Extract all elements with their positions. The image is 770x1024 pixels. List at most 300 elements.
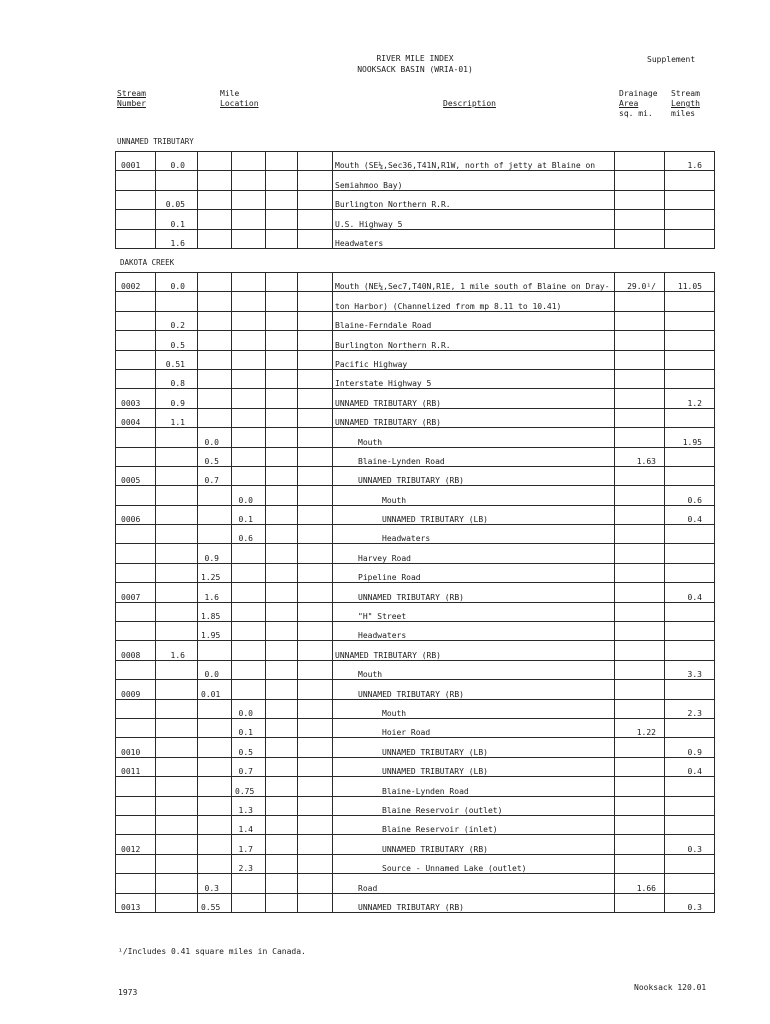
mile-level-4-cell	[266, 486, 298, 505]
mile-level-4-cell	[266, 331, 298, 350]
mile-level-1-cell	[156, 171, 198, 190]
mile-level-3-cell	[232, 331, 266, 350]
mile-level-1-cell: 0.51	[156, 350, 198, 369]
mile-level-2-cell	[198, 152, 232, 171]
blank-cell	[298, 583, 333, 602]
stream-length-cell	[665, 680, 715, 699]
mile-level-1-cell: 0.0	[156, 273, 198, 292]
stream-length-cell	[665, 466, 715, 485]
mile-level-2-cell	[198, 486, 232, 505]
description-cell: UNNAMED TRIBUTARY (RB)	[333, 680, 615, 699]
description-cell: Blaine Reservoir (inlet)	[333, 815, 615, 834]
mile-level-2-cell: 0.5	[198, 447, 232, 466]
mile-level-3-cell: 0.75	[232, 777, 266, 796]
table-row	[116, 563, 715, 582]
mile-level-4-cell	[266, 273, 298, 292]
mile-level-1-cell	[156, 447, 198, 466]
blank-cell	[298, 718, 333, 737]
description-cell: UNNAMED TRIBUTARY (RB)	[333, 835, 615, 854]
mile-level-2-cell	[198, 525, 232, 544]
table-row	[116, 583, 715, 602]
stream-length-cell	[665, 350, 715, 369]
stream-number-cell	[116, 210, 156, 229]
mile-level-1-cell	[156, 796, 198, 815]
stream-length-cell	[665, 369, 715, 388]
col-header-stream-length	[671, 89, 700, 119]
mile-level-3-cell: 1.4	[232, 815, 266, 834]
drainage-area-cell	[615, 292, 665, 311]
col-len-line2: Length	[671, 99, 700, 108]
mile-level-4-cell	[266, 408, 298, 427]
mile-level-3-cell	[232, 389, 266, 408]
mile-level-2-cell: 1.25	[198, 563, 232, 582]
stream-length-cell: 0.4	[665, 757, 715, 776]
table-row	[116, 369, 715, 388]
table-row	[116, 602, 715, 621]
stream-number-cell: 0009	[116, 680, 156, 699]
stream-length-cell	[665, 641, 715, 660]
table-row	[116, 292, 715, 311]
table-row	[116, 699, 715, 718]
mile-level-2-cell	[198, 777, 232, 796]
stream-length-cell: 11.05	[665, 273, 715, 292]
table-row	[116, 331, 715, 350]
table-row	[116, 854, 715, 873]
mile-level-4-cell	[266, 718, 298, 737]
drainage-area-cell	[615, 854, 665, 873]
description-cell: Pacific Highway	[333, 350, 615, 369]
drainage-area-cell	[615, 210, 665, 229]
mile-level-2-cell	[198, 835, 232, 854]
mile-level-3-cell	[232, 544, 266, 563]
col-da-line1: Drainage	[619, 89, 658, 98]
blank-cell	[298, 777, 333, 796]
mile-level-4-cell	[266, 505, 298, 524]
stream-length-cell: 1.6	[665, 152, 715, 171]
col-header-mile-location	[220, 89, 259, 109]
description-cell: ton Harbor) (Channelized from mp 8.11 to 10.41)	[333, 292, 615, 311]
description-cell: Headwaters	[333, 622, 615, 641]
blank-cell	[298, 602, 333, 621]
stream-number-cell	[116, 369, 156, 388]
drainage-area-cell	[615, 660, 665, 679]
mile-level-1-cell	[156, 563, 198, 582]
table-row	[116, 777, 715, 796]
mile-level-2-cell	[198, 350, 232, 369]
stream-length-cell	[665, 292, 715, 311]
blank-cell	[298, 350, 333, 369]
table-row	[116, 229, 715, 248]
mile-level-4-cell	[266, 757, 298, 776]
table-row	[116, 738, 715, 757]
mile-level-1-cell	[156, 835, 198, 854]
mile-level-1-cell	[156, 660, 198, 679]
mile-level-4-cell	[266, 660, 298, 679]
mile-level-1-cell: 0.1	[156, 210, 198, 229]
drainage-area-cell	[615, 757, 665, 776]
drainage-area-cell	[615, 311, 665, 330]
stream-number-cell: 0004	[116, 408, 156, 427]
mile-level-3-cell	[232, 210, 266, 229]
blank-cell	[298, 893, 333, 912]
mile-level-4-cell	[266, 466, 298, 485]
blank-cell	[298, 190, 333, 209]
mile-level-2-cell: 0.7	[198, 466, 232, 485]
table-row	[116, 171, 715, 190]
drainage-area-cell: 1.66	[615, 874, 665, 893]
table-row	[116, 389, 715, 408]
table-row	[116, 718, 715, 737]
mile-level-2-cell: 0.9	[198, 544, 232, 563]
blank-cell	[298, 408, 333, 427]
mile-level-4-cell	[266, 893, 298, 912]
river-mile-table-section-2	[115, 272, 715, 913]
stream-number-cell: 0003	[116, 389, 156, 408]
description-cell: Source - Unnamed Lake (outlet)	[333, 854, 615, 873]
description-cell: Road	[333, 874, 615, 893]
description-cell: UNNAMED TRIBUTARY (RB)	[333, 893, 615, 912]
stream-number-cell	[116, 718, 156, 737]
page-title	[335, 53, 495, 75]
mile-level-4-cell	[266, 583, 298, 602]
stream-number-cell	[116, 447, 156, 466]
mile-level-2-cell	[198, 190, 232, 209]
stream-number-cell: 0010	[116, 738, 156, 757]
blank-cell	[298, 389, 333, 408]
drainage-area-cell	[615, 486, 665, 505]
mile-level-1-cell	[156, 292, 198, 311]
description-cell: Semiahmoo Bay)	[333, 171, 615, 190]
blank-cell	[298, 563, 333, 582]
mile-level-3-cell	[232, 680, 266, 699]
mile-level-4-cell	[266, 563, 298, 582]
table-row	[116, 505, 715, 524]
description-cell: Mouth	[333, 486, 615, 505]
blank-cell	[298, 854, 333, 873]
mile-level-3-cell	[232, 171, 266, 190]
col-mile-line1: Mile	[220, 89, 240, 98]
description-cell: Blaine-Lynden Road	[333, 447, 615, 466]
table-row	[116, 835, 715, 854]
mile-level-3-cell: 0.6	[232, 525, 266, 544]
table-row	[116, 311, 715, 330]
table-row	[116, 796, 715, 815]
description-cell: Harvey Road	[333, 544, 615, 563]
stream-length-cell	[665, 854, 715, 873]
description-cell: UNNAMED TRIBUTARY (LB)	[333, 505, 615, 524]
blank-cell	[298, 815, 333, 834]
supplement-label: Supplement	[647, 55, 696, 64]
mile-level-3-cell: 2.3	[232, 854, 266, 873]
stream-length-cell	[665, 874, 715, 893]
mile-level-1-cell	[156, 777, 198, 796]
description-cell: U.S. Highway 5	[333, 210, 615, 229]
blank-cell	[298, 292, 333, 311]
mile-level-3-cell	[232, 563, 266, 582]
mile-level-2-cell: 0.3	[198, 874, 232, 893]
drainage-area-cell	[615, 389, 665, 408]
drainage-area-cell	[615, 835, 665, 854]
table-row	[116, 447, 715, 466]
mile-level-1-cell	[156, 544, 198, 563]
description-cell: Blaine-Ferndale Road	[333, 311, 615, 330]
blank-cell	[298, 660, 333, 679]
footer-year: 1973	[118, 988, 138, 997]
mile-level-1-cell: 0.0	[156, 152, 198, 171]
stream-number-cell: 0011	[116, 757, 156, 776]
mile-level-4-cell	[266, 738, 298, 757]
drainage-area-cell	[615, 152, 665, 171]
stream-length-cell	[665, 408, 715, 427]
drainage-area-cell	[615, 466, 665, 485]
mile-level-2-cell: 0.0	[198, 428, 232, 447]
mile-level-2-cell	[198, 331, 232, 350]
mile-level-4-cell	[266, 389, 298, 408]
stream-length-cell	[665, 331, 715, 350]
stream-number-cell	[116, 171, 156, 190]
stream-number-cell: 0013	[116, 893, 156, 912]
drainage-area-cell	[615, 350, 665, 369]
description-cell: Mouth (NE¼,Sec7,T40N,R1E, 1 mile south of Blaine on Dray-	[333, 273, 615, 292]
stream-length-cell: 1.2	[665, 389, 715, 408]
stream-number-cell	[116, 486, 156, 505]
description-cell: "H" Street	[333, 602, 615, 621]
mile-level-4-cell	[266, 229, 298, 248]
stream-number-cell	[116, 350, 156, 369]
drainage-area-cell	[615, 563, 665, 582]
table-row	[116, 408, 715, 427]
blank-cell	[298, 874, 333, 893]
mile-level-3-cell: 0.1	[232, 505, 266, 524]
mile-level-1-cell	[156, 738, 198, 757]
drainage-area-cell	[615, 331, 665, 350]
description-cell: UNNAMED TRIBUTARY (LB)	[333, 757, 615, 776]
mile-level-2-cell	[198, 273, 232, 292]
stream-length-cell: 2.3	[665, 699, 715, 718]
mile-level-4-cell	[266, 292, 298, 311]
table-row	[116, 815, 715, 834]
mile-level-2-cell	[198, 641, 232, 660]
mile-level-3-cell	[232, 152, 266, 171]
drainage-area-cell	[615, 229, 665, 248]
description-cell: UNNAMED TRIBUTARY (LB)	[333, 738, 615, 757]
mile-level-1-cell: 0.2	[156, 311, 198, 330]
stream-number-cell	[116, 525, 156, 544]
description-cell: Mouth	[333, 428, 615, 447]
blank-cell	[298, 486, 333, 505]
drainage-area-cell	[615, 408, 665, 427]
mile-level-3-cell: 0.5	[232, 738, 266, 757]
mile-level-1-cell	[156, 602, 198, 621]
stream-length-cell: 1.95	[665, 428, 715, 447]
blank-cell	[298, 699, 333, 718]
col-header-drainage-area	[619, 89, 658, 119]
mile-level-1-cell: 0.05	[156, 190, 198, 209]
mile-level-4-cell	[266, 525, 298, 544]
description-cell: Headwaters	[333, 525, 615, 544]
drainage-area-cell	[615, 602, 665, 621]
stream-length-cell: 0.3	[665, 893, 715, 912]
drainage-area-cell	[615, 893, 665, 912]
mile-level-3-cell	[232, 190, 266, 209]
blank-cell	[298, 525, 333, 544]
mile-level-3-cell	[232, 369, 266, 388]
mile-level-2-cell	[198, 210, 232, 229]
mile-level-1-cell: 0.5	[156, 331, 198, 350]
mile-level-4-cell	[266, 796, 298, 815]
stream-number-cell	[116, 660, 156, 679]
title-line-1: RIVER MILE INDEX	[376, 54, 454, 63]
description-cell: UNNAMED TRIBUTARY (RB)	[333, 408, 615, 427]
blank-cell	[298, 331, 333, 350]
mile-level-2-cell	[198, 699, 232, 718]
mile-level-2-cell	[198, 369, 232, 388]
blank-cell	[298, 447, 333, 466]
mile-level-1-cell	[156, 815, 198, 834]
section-heading: UNNAMED TRIBUTARY	[117, 137, 194, 146]
mile-level-1-cell	[156, 699, 198, 718]
mile-level-4-cell	[266, 171, 298, 190]
blank-cell	[298, 152, 333, 171]
mile-level-4-cell	[266, 190, 298, 209]
mile-level-4-cell	[266, 369, 298, 388]
drainage-area-cell	[615, 428, 665, 447]
mile-level-4-cell	[266, 854, 298, 873]
mile-level-4-cell	[266, 544, 298, 563]
mile-level-1-cell	[156, 486, 198, 505]
mile-level-1-cell	[156, 680, 198, 699]
mile-level-3-cell	[232, 622, 266, 641]
mile-level-3-cell	[232, 408, 266, 427]
blank-cell	[298, 738, 333, 757]
mile-level-1-cell	[156, 622, 198, 641]
description-cell: Mouth	[333, 699, 615, 718]
mile-level-3-cell	[232, 229, 266, 248]
stream-length-cell: 0.4	[665, 505, 715, 524]
description-cell: Pipeline Road	[333, 563, 615, 582]
mile-level-4-cell	[266, 680, 298, 699]
stream-number-cell: 0006	[116, 505, 156, 524]
drainage-area-cell	[615, 525, 665, 544]
description-cell: Hoier Road	[333, 718, 615, 737]
table-row	[116, 350, 715, 369]
mile-level-2-cell	[198, 171, 232, 190]
mile-level-2-cell	[198, 505, 232, 524]
mile-level-4-cell	[266, 350, 298, 369]
mile-level-1-cell	[156, 583, 198, 602]
mile-level-1-cell: 1.6	[156, 641, 198, 660]
stream-number-cell: 0008	[116, 641, 156, 660]
mile-level-2-cell	[198, 389, 232, 408]
mile-level-4-cell	[266, 602, 298, 621]
stream-length-cell	[665, 563, 715, 582]
mile-level-4-cell	[266, 815, 298, 834]
description-cell: UNNAMED TRIBUTARY (RB)	[333, 583, 615, 602]
table-row	[116, 660, 715, 679]
river-mile-table-section-1	[115, 151, 715, 249]
table-row	[116, 466, 715, 485]
drainage-area-cell	[615, 369, 665, 388]
blank-cell	[298, 757, 333, 776]
mile-level-3-cell: 0.7	[232, 757, 266, 776]
mile-level-4-cell	[266, 152, 298, 171]
mile-level-3-cell: 0.0	[232, 699, 266, 718]
table-row	[116, 874, 715, 893]
stream-length-cell	[665, 229, 715, 248]
stream-length-cell	[665, 718, 715, 737]
drainage-area-cell	[615, 544, 665, 563]
stream-number-cell	[116, 331, 156, 350]
table-row	[116, 486, 715, 505]
drainage-area-cell	[615, 777, 665, 796]
mile-level-4-cell	[266, 428, 298, 447]
description-cell: Burlington Northern R.R.	[333, 331, 615, 350]
blank-cell	[298, 311, 333, 330]
mile-level-1-cell	[156, 466, 198, 485]
description-cell: UNNAMED TRIBUTARY (RB)	[333, 466, 615, 485]
stream-number-cell	[116, 874, 156, 893]
stream-number-cell	[116, 622, 156, 641]
description-cell: UNNAMED TRIBUTARY (RB)	[333, 389, 615, 408]
mile-level-3-cell: 0.1	[232, 718, 266, 737]
mile-level-2-cell	[198, 738, 232, 757]
blank-cell	[298, 229, 333, 248]
mile-level-3-cell	[232, 660, 266, 679]
mile-level-3-cell	[232, 311, 266, 330]
stream-number-cell: 0012	[116, 835, 156, 854]
mile-level-2-cell	[198, 229, 232, 248]
section-heading: DAKOTA CREEK	[120, 258, 175, 267]
table-row	[116, 680, 715, 699]
stream-number-cell	[116, 563, 156, 582]
blank-cell	[298, 171, 333, 190]
blank-cell	[298, 210, 333, 229]
stream-number-cell	[116, 815, 156, 834]
drainage-area-cell	[615, 505, 665, 524]
stream-number-cell: 0005	[116, 466, 156, 485]
col-mile-line2: Location	[220, 99, 259, 108]
table-row	[116, 622, 715, 641]
stream-number-cell	[116, 292, 156, 311]
mile-level-2-cell: 0.01	[198, 680, 232, 699]
stream-length-cell	[665, 311, 715, 330]
stream-length-cell	[665, 796, 715, 815]
stream-number-cell	[116, 190, 156, 209]
col-header-description: Description	[443, 99, 496, 108]
mile-level-3-cell	[232, 466, 266, 485]
mile-level-1-cell: 0.8	[156, 369, 198, 388]
description-cell: Blaine-Lynden Road	[333, 777, 615, 796]
blank-cell	[298, 680, 333, 699]
stream-length-cell	[665, 777, 715, 796]
table-row	[116, 525, 715, 544]
mile-level-2-cell	[198, 718, 232, 737]
mile-level-4-cell	[266, 699, 298, 718]
stream-length-cell: 0.4	[665, 583, 715, 602]
col-header-stream-number	[117, 89, 146, 109]
mile-level-3-cell: 1.3	[232, 796, 266, 815]
table-row	[116, 544, 715, 563]
description-cell: Blaine Reservoir (outlet)	[333, 796, 615, 815]
description-cell: Mouth	[333, 660, 615, 679]
col-da-line2: Area	[619, 99, 639, 108]
drainage-area-cell: 1.22	[615, 718, 665, 737]
mile-level-1-cell: 1.6	[156, 229, 198, 248]
stream-length-cell	[665, 171, 715, 190]
stream-length-cell	[665, 525, 715, 544]
col-len-line3: miles	[671, 109, 696, 118]
table-row	[116, 190, 715, 209]
